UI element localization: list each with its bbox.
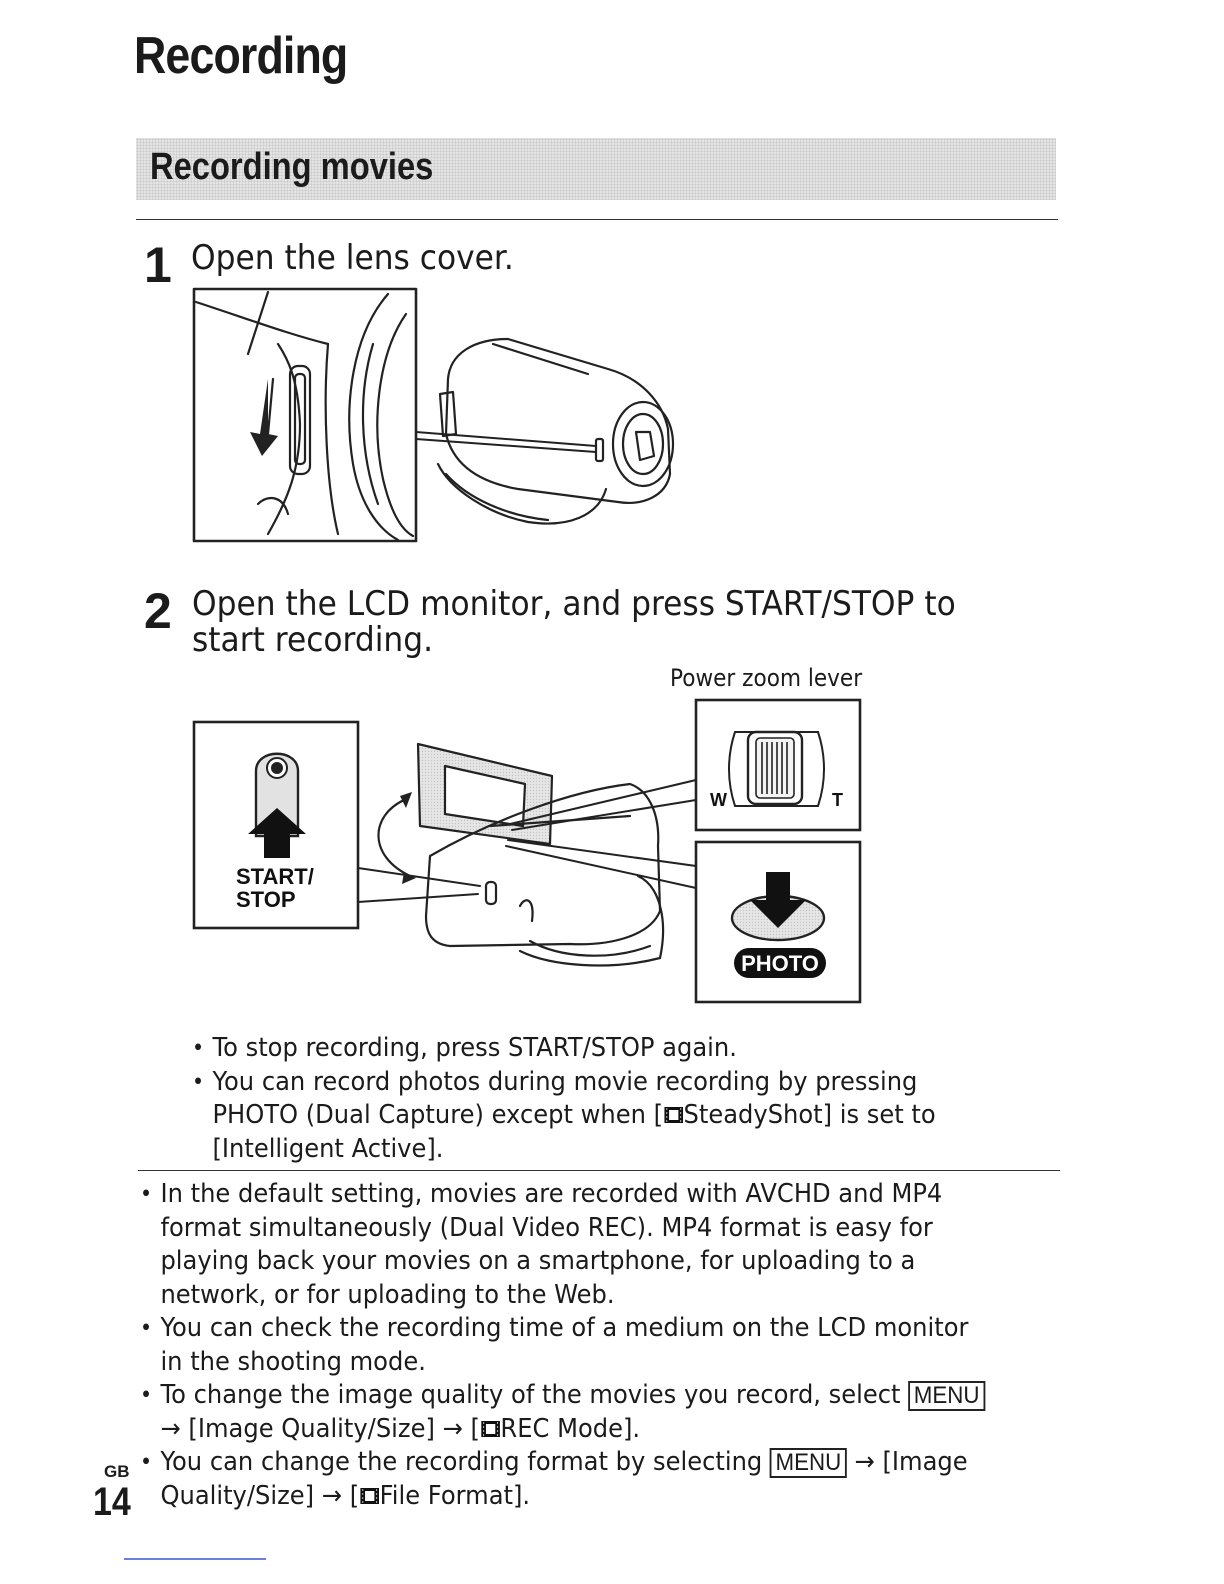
list-item: • In the default setting, movies are recorded with AVCHD and MP4 format simultaneously (Dual Video REC). MP4 format is easy for playing back your movies on a smartphone, for uploading to a network, or for uploading to the Web. <box>140 1178 996 1312</box>
arrow: → <box>442 1413 463 1444</box>
general-notes <box>140 1178 1060 1513</box>
notes-divider <box>138 1170 1060 1171</box>
page-title: Recording <box>134 27 348 85</box>
list-item <box>192 1066 992 1167</box>
menu-button-label: MENU <box>770 1448 847 1478</box>
list-item: • To stop recording, press START/STOP again. <box>192 1032 992 1066</box>
section-title: Recording movies <box>150 146 434 188</box>
note-text: You can record photos during movie recording by pressing PHOTO (Dual Capture) except when [ <box>212 1066 918 1130</box>
arrow: → <box>321 1480 343 1511</box>
start-stop-label-line2: STOP <box>236 887 296 912</box>
step-2-number: 2 <box>144 583 172 639</box>
camcorder-illustration <box>438 339 673 524</box>
photo-button-label: PHOTO <box>741 951 819 976</box>
list-item: • You can check the recording time of a medium on the LCD monitor in the shooting mode. <box>140 1312 996 1379</box>
zoom-t-label: T <box>832 790 843 810</box>
movie-film-icon <box>663 1105 683 1125</box>
list-item: • You can change the recording format by selecting MENU → [Image Quality/Size] → [ File Format]. <box>140 1446 996 1513</box>
menu-button-label: MENU <box>908 1381 985 1411</box>
step-1-text: Open the lens cover. <box>191 238 514 278</box>
arrow: → <box>160 1413 181 1444</box>
section-divider <box>136 219 1058 220</box>
movie-film-icon <box>480 1419 500 1439</box>
list-item: • To change the image quality of the movies you record, select MENU → [Image Quality/Size] → [ REC Mode]. <box>140 1379 996 1446</box>
footer-link-underline <box>124 1558 266 1560</box>
lens-cover-figure <box>188 284 688 546</box>
note-text: ] is set to [Intelligent Active]. <box>212 1100 936 1164</box>
step-2-notes <box>192 1032 1052 1166</box>
power-zoom-label: Power zoom lever <box>670 664 863 692</box>
language-tag: GB <box>104 1462 130 1481</box>
movie-film-icon <box>359 1486 379 1506</box>
step-2-text: Open the LCD monitor, and press START/STOP to start recording. <box>192 584 956 660</box>
start-stop-figure <box>190 696 870 1008</box>
arrow: → <box>854 1447 875 1477</box>
start-stop-label-line1: START/ <box>236 864 314 889</box>
page-number: 14 <box>93 1480 131 1524</box>
zoom-w-label: W <box>710 790 727 810</box>
note-setting: SteadyShot <box>683 1100 823 1130</box>
step-1-number: 1 <box>144 237 172 293</box>
